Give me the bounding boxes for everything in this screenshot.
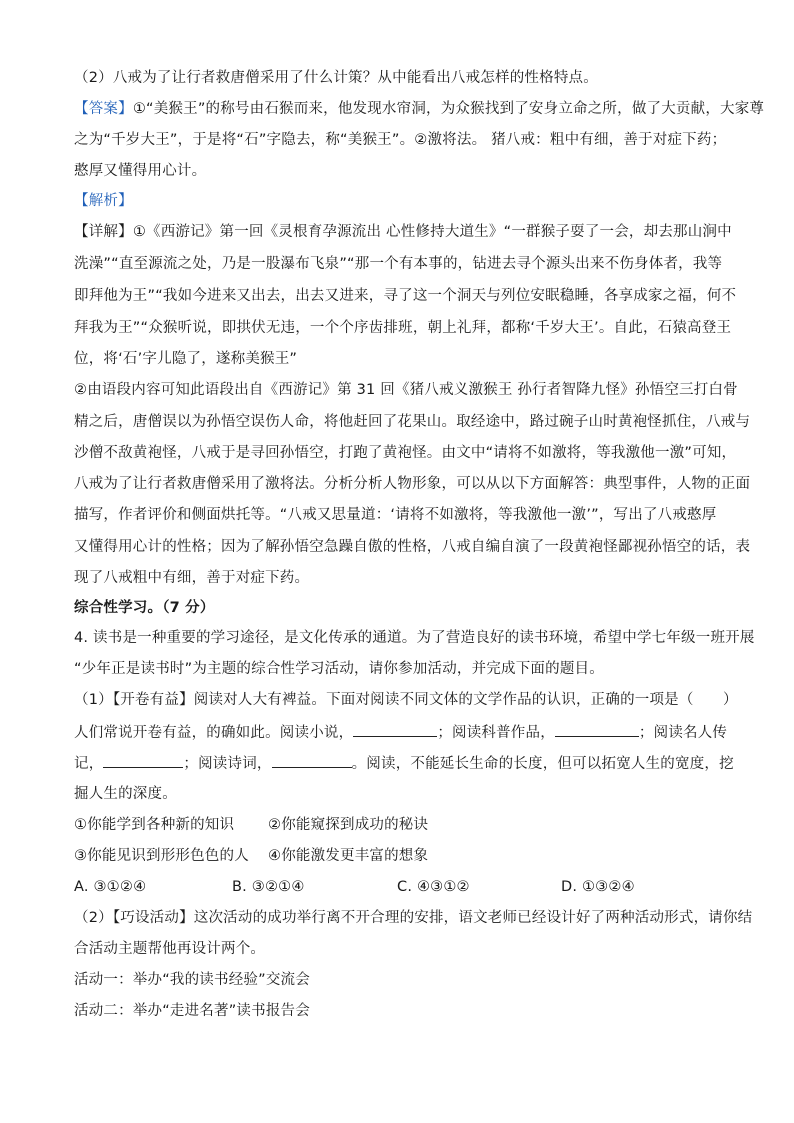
detail-tag: 【详解】 — [74, 224, 133, 240]
fill-text-f: 。阅读，不能延长生命的长度，但可以拓宽人生的宽度，挖 — [351, 756, 734, 772]
answer-line-1 — [74, 99, 765, 119]
activity-1: 活动一：举办“我的读书经验”交流会 — [74, 972, 310, 988]
answer-line-3: 憨厚又懂得用心计。 — [74, 163, 207, 179]
fill-text-d: 记， — [74, 756, 104, 772]
q2-question: （2）八戒为了让行者救唐僧采用了什么计策？从中能看出八戒怎样的性格特点。 — [74, 70, 598, 86]
analysis-tag: 【解析】 — [74, 193, 133, 209]
fill-text-a: 人们常说开卷有益，的确如此。阅读小说， — [74, 725, 354, 741]
detail-line-6: ②由语段内容可知此语段出自《西游记》第 31 回《猪八戒义激猴王 孙行者智降九怪》孙悟空三打白骨 — [74, 382, 738, 398]
answer-tag: 【答案】 — [74, 101, 133, 117]
activity-2: 活动二：举办“走进名著”读书报告会 — [74, 1003, 310, 1019]
option-b[interactable]: B. ③②①④ — [232, 879, 305, 895]
q4-2-line-1: （2）【巧设活动】这次活动的成功举行离不开合理的安排，语文老师已经设计好了两种活动形式，请你结 — [74, 910, 753, 926]
fill-text-e: ；阅读诗词， — [183, 756, 272, 772]
q4-1-stem: （1）【开卷有益】阅读对人大有裨益。下面对阅读不同文体的文学作品的认识，正确的一项是（ ） — [74, 692, 738, 708]
item-4: ④你能激发更丰富的想象 — [268, 848, 429, 864]
item-1: ①你能学到各种新的知识 — [74, 817, 235, 833]
fill-line-3: 掘人生的深度。 — [74, 786, 177, 802]
detail-line-1 — [74, 222, 734, 242]
detail-line-9: 八戒为了让行者救唐僧采用了激将法。分析分析人物形象，可以从以下方面解答：典型事件，人物的正面 — [74, 476, 751, 492]
section-title: 综合性学习。（7 分） — [74, 600, 215, 616]
blank-1[interactable] — [353, 722, 437, 737]
detail-line-12: 现了八戒粗中有细，善于对症下药。 — [74, 570, 310, 586]
option-d[interactable]: D. ①③②④ — [561, 879, 635, 895]
detail-line-11: 又懂得用心计的性格；因为了解孙悟空急躁自傲的性格，八戒自编自演了一段黄袍怪鄙视孙悟空的话，表 — [74, 539, 751, 555]
item-2: ②你能窥探到成功的秘诀 — [268, 817, 429, 833]
option-c[interactable]: C. ④③①② — [397, 879, 470, 895]
q4-2-line-2: 合活动主题帮他再设计两个。 — [74, 941, 266, 957]
detail-line-4: 拜我为王”“众猴听说，即拱伏无违，一个个序齿排班，朝上礼拜，都称‘千岁大王’。自此，石猿高登王 — [74, 320, 732, 336]
answer-text-1: ①“美猴王”的称号由石猴而来，他发现水帘洞，为众猴找到了安身立命之所，做了大贡献，大家尊 — [132, 101, 765, 117]
detail-line-8: 沙僧不敌黄袍怪，八戒于是寻回孙悟空，打跑了黄袍怪。由文中“请将不如激将，等我激他一激”可知， — [74, 445, 737, 461]
detail-line-5: 位，将‘石’字儿隐了，遂称美猴王” — [74, 351, 298, 367]
answer-line-2: 之为“千岁大王”，于是将“石”字隐去，称“美猴王”。②激将法。 猪八戒：粗中有细，善于对症下药； — [74, 132, 727, 148]
item-3: ③你能见识到形形色色的人 — [74, 848, 249, 864]
q4-line-1: 4. 读书是一种重要的学习途径，是文化传承的通道。为了营造良好的读书环境，希望中学七年级一班开展 — [74, 630, 755, 646]
blank-3[interactable] — [103, 753, 183, 768]
q4-line-2: “少年正是读书时”为主题的综合性学习活动，请你参加活动，并完成下面的题目。 — [74, 661, 604, 677]
option-a[interactable]: A. ③①②④ — [74, 879, 147, 895]
detail-line-7: 精之后，唐僧误以为孙悟空误伤人命，将他赶回了花果山。取经途中，路过碗子山时黄袍怪抓住，八戒与 — [74, 414, 751, 430]
detail-text-1: ①《西游记》第一回《灵根育孕源流出 心性修持大道生》“一群猴子耍了一会，却去那山涧中 — [132, 224, 732, 240]
detail-line-3: 即拜他为王”“我如今进来又出去，出去又进来，寻了这一个洞天与列位安眠稳睡，各享成家之福，何不 — [74, 288, 737, 304]
blank-2[interactable] — [555, 722, 639, 737]
detail-line-2: 洗澡”“直至源流之处，乃是一股瀑布飞泉”“那一个有本事的，钻进去寻个源头出来不伤身体者，我等 — [74, 256, 723, 272]
detail-line-10: 描写，作者评价和侧面烘托等。“八戒又思量道：‘请将不如激将，等我激他一激’”，写出了八戒憨厚 — [74, 507, 717, 523]
fill-text-c: ；阅读名人传 — [638, 725, 728, 741]
fill-line-1 — [74, 722, 734, 743]
blank-4[interactable] — [272, 753, 352, 768]
fill-text-b: ；阅读科普作品， — [437, 725, 555, 741]
fill-line-2 — [74, 753, 734, 774]
